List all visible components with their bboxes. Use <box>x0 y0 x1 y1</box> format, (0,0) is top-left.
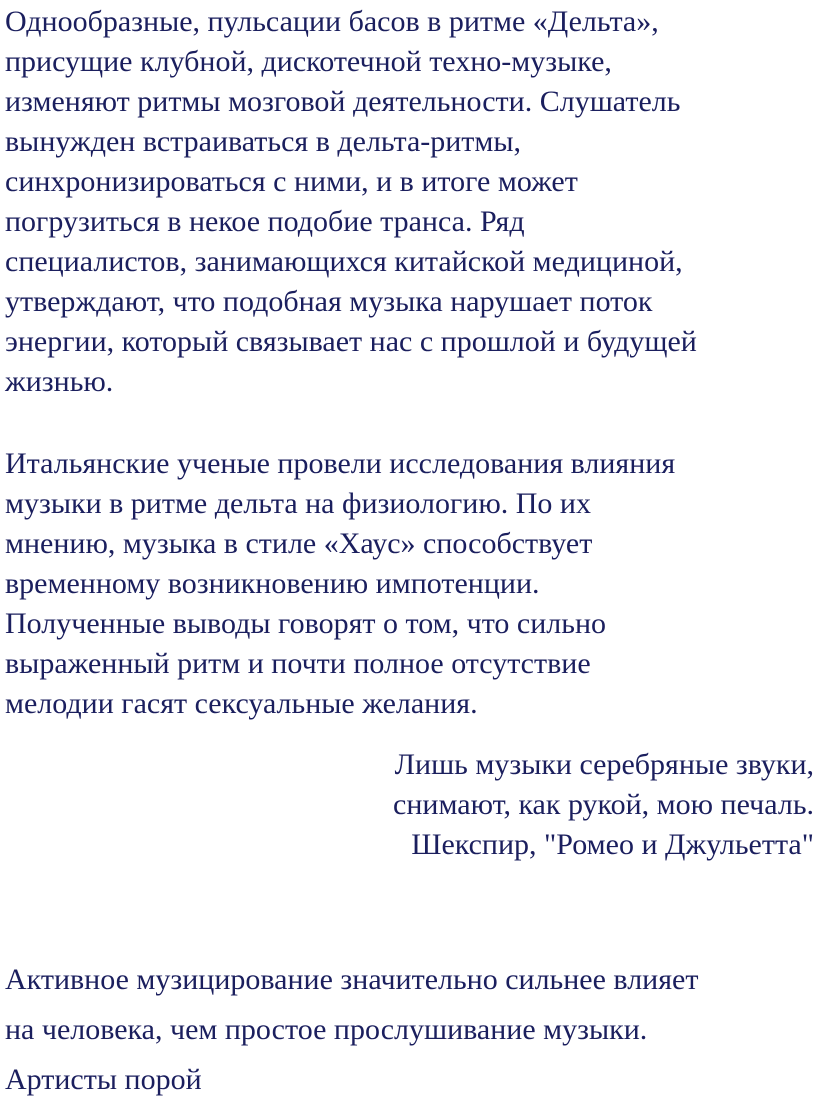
text-line: присущие клубной, дискотечной техно-музыке, <box>5 45 612 78</box>
text-line: специалистов, занимающихся китайской медициной, <box>5 245 683 278</box>
text-line: погрузиться в некое подобие транса. Ряд <box>5 205 525 238</box>
text-line: Активное музицирование значительно сильнее влияет <box>5 963 699 996</box>
text-line: музыки в ритме дельта на физиологию. По их <box>5 487 591 520</box>
paragraph-italian-research <box>5 444 816 724</box>
text-line: утверждают, что подобная музыка нарушает поток <box>5 285 653 318</box>
text-line: временному возникновению импотенции. <box>5 567 540 600</box>
quote-attribution: Шекспир, "Ромео и Джульетта" <box>411 828 814 861</box>
text-line: синхронизироваться с ними, и в итоге может <box>5 165 578 198</box>
text-line: жизнью. <box>5 365 114 398</box>
text-line: Однообразные, пульсации басов в ритме «Дельта», <box>5 5 659 38</box>
text-line: выраженный ритм и почти полное отсутствие <box>5 647 591 680</box>
text-line: мелодии гасят сексуальные желания. <box>5 687 478 720</box>
epigraph-quote <box>393 745 814 865</box>
text-line: вынужден встраиваться в дельта-ритмы, <box>5 125 522 158</box>
quote-line: Лишь музыки серебряные звуки, <box>394 748 814 781</box>
paragraph-active-music <box>5 955 816 1105</box>
text-line: мнению, музыка в стиле «Хаус» способствует <box>5 527 593 560</box>
text-line: изменяют ритмы мозговой деятельности. Слушатель <box>5 85 681 118</box>
text-line: Полученные выводы говорят о том, что сильно <box>5 607 606 640</box>
quote-line: снимают, как рукой, мою печаль. <box>393 788 814 821</box>
text-line: Итальянские ученые провели исследования влияния <box>5 447 676 480</box>
text-line: энергии, который связывает нас с прошлой и будущей <box>5 325 697 358</box>
text-line: на человека, чем простое прослушивание музыки. <box>5 1013 648 1046</box>
text-line: Артисты порой <box>5 1063 202 1096</box>
paragraph-delta-rhythm <box>5 2 816 402</box>
